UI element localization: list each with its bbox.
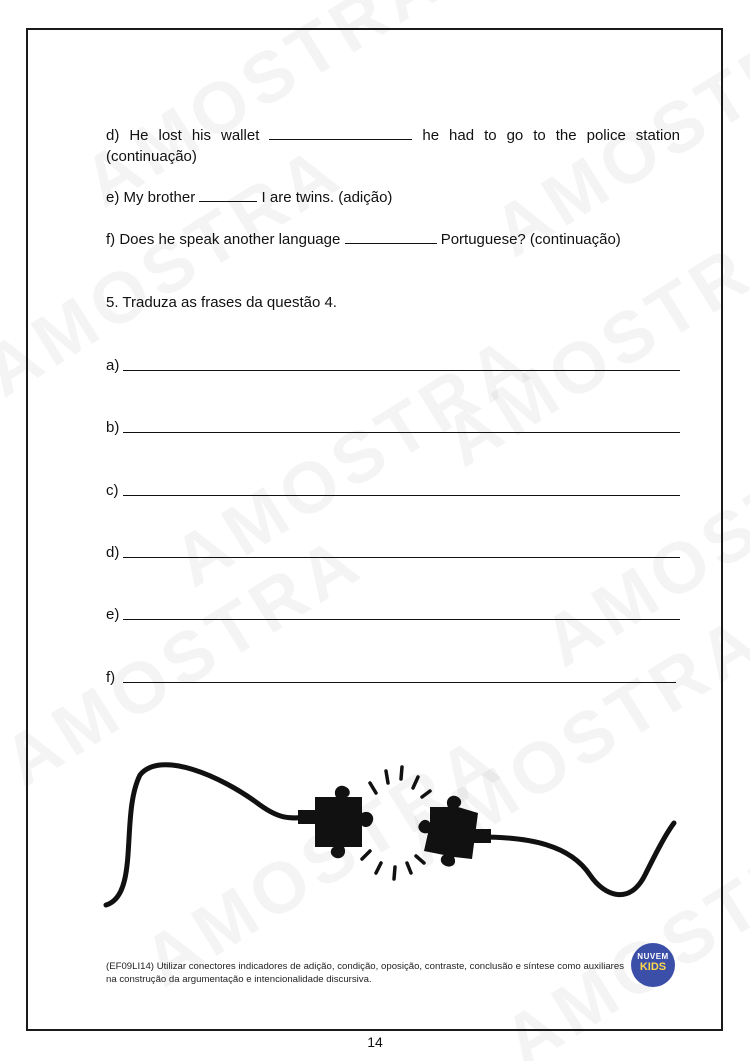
answer-label: d) (106, 544, 120, 561)
answer-line-a (106, 354, 680, 374)
exercise4-item-f (106, 229, 680, 250)
right-plug-neck (473, 829, 491, 843)
exercise4-item-d (106, 125, 680, 146)
exercise4-item-e (106, 187, 680, 208)
page-number: 14 (367, 1034, 383, 1050)
right-cable (480, 823, 674, 895)
item-e-text: e) My brother (106, 189, 196, 206)
spark-lines (362, 767, 430, 879)
item-e-blank (199, 187, 257, 202)
right-puzzle-piece (418, 796, 478, 867)
item-f-text: f) Does he speak another language (106, 231, 341, 248)
item-f-text-after: Portuguese? (continuação) (440, 231, 621, 248)
item-d-text-after: he had to go to the police station (422, 127, 680, 144)
answer-line-f (106, 666, 676, 686)
answer-label: b) (106, 419, 120, 436)
answer-label: c) (106, 482, 119, 499)
exercise5-title: 5. Traduza as frases da questão 4. (106, 294, 337, 311)
answer-rule (123, 557, 680, 558)
answer-label: e) (106, 606, 120, 623)
answer-rule (123, 619, 680, 620)
left-puzzle-piece (315, 786, 373, 859)
publisher-logo (631, 943, 675, 987)
answer-rule (123, 682, 676, 683)
answer-rule (123, 495, 680, 496)
item-d-hint: (continuação) (106, 148, 197, 165)
answer-line-b (106, 416, 680, 436)
answer-rule (123, 370, 680, 371)
bncc-skill-footnote: (EF09LI14) Utilizar conectores indicadores de adição, condição, oposição, contraste, conclusão e síntese como auxiliares na construção da argumentação e intencionalidade discursiva. (106, 961, 624, 985)
left-plug-neck (298, 810, 316, 824)
answer-line-c (106, 479, 680, 499)
item-d-blank (269, 125, 412, 140)
answer-rule (123, 432, 680, 433)
answer-label: f) (106, 669, 116, 686)
logo-text-bottom: KIDS (639, 961, 667, 973)
answer-line-e (106, 603, 680, 623)
left-cable (106, 765, 315, 905)
item-f-blank (345, 229, 437, 244)
answer-line-d (106, 541, 680, 561)
puzzle-connection-illustration (100, 755, 680, 915)
answer-label: a) (106, 357, 120, 374)
item-d-text: d) He lost his wallet (106, 127, 260, 144)
logo-text-top: NUVEM (637, 952, 669, 961)
item-e-text-after: I are twins. (adição) (261, 189, 393, 206)
